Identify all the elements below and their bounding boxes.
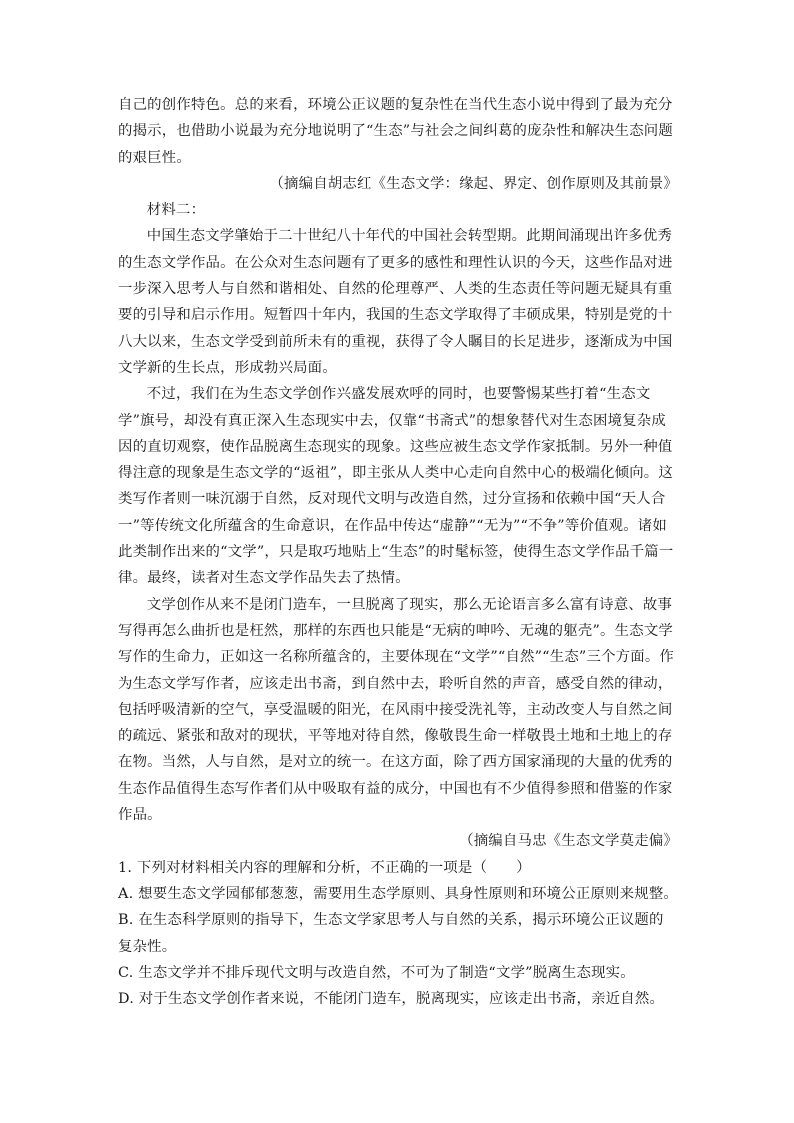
source-citation-2: （摘编自马忠《生态文学莫走偏》 bbox=[459, 833, 678, 850]
option-b[interactable]: B. 在生态科学原则的指导下，生态文学家思考人与自然的关系，揭示环境公正议题的复杂性。 bbox=[118, 912, 664, 955]
material-2-heading: 材料二： bbox=[146, 202, 206, 219]
option-d[interactable]: D. 对于生态文学创作者来说，不能闭门造车，脱离现实，应该走出书斋，亲近自然。 bbox=[118, 991, 665, 1008]
question-stem: 1. 下列对材料相关内容的理解和分析，不正确的一项是（ ） bbox=[118, 859, 531, 876]
paragraph-3: 文学创作从来不是闭门造车，一旦脱离了现实，那么无论语言多么富有诗意、故事写得再怎么曲折也是枉然，那样的东西也只能是“无病的呻吟、无魂的躯壳”。生态文学写作的生命力，正如这一名称所蕴含的，主要体现在“文学”“自然”“生态”三个方面。作为生态文学写作者，应该走出书斋，到自然中去，聆听自然的声音，感受自然的律动，包括呼吸清新的空气，享受温暖的阳光，在风雨中接受洗礼等，主动改变人与自然之间的疏远、紧张和敌对的现状，平等地对待自然，像敬畏生命一样敬畏土地和土地上的存在物。当然，人与自然，是对立的统一。在这方面，除了西方国家涌现的大量的优秀的生态作品值得生态写作者们从中吸取有益的成分，中国也有不少值得参照和借鉴的作家作品。 bbox=[118, 596, 675, 824]
source-citation-1: （摘编自胡志红《生态文学：缘起、界定、创作原则及其前景》 bbox=[269, 175, 678, 192]
paragraph-1: 中国生态文学肇始于二十世纪八十年代的中国社会转型期。此期间涌现出许多优秀的生态文学作品。在公众对生态问题有了更多的感性和理性认识的今天，这些作品对进一步深入思考人与自然和谐相处、自然的伦理尊严、人类的生态责任等问题无疑具有重要的引导和启示作用。短暂四十年内，我国的生态文学取得了丰硕成果，特别是党的十八大以来，生态文学受到前所未有的重视，获得了令人瞩目的长足进步，逐渐成为中国文学新的生长点，形成勃兴局面。 bbox=[118, 228, 673, 376]
paragraph-intro-end: 自己的创作特色。总的来看，环境公正议题的复杂性在当代生态小说中得到了最为充分的揭示，也借助小说最为充分地说明了“生态”与社会之间纠葛的庞杂性和解决生态问题的艰巨性。 bbox=[118, 97, 673, 166]
document-body bbox=[118, 92, 678, 1012]
paragraph-2: 不过，我们在为生态文学创作兴盛发展欢呼的同时，也要警惕某些打着“生态文学”旗号，却没有真正深入生态现实中去，仅靠“书斋式”的想象替代对生态困境复杂成因的直切观察，使作品脱离生态现实的现象。这些应被生态文学作家抵制。另外一种值得注意的现象是生态文学的“返祖”，即主张从人类中心走向自然中心的极端化倾向。这类写作者则一味沉溺于自然，反对现代文明与改造自然，过分宣扬和依赖中国“天人合一”等传统文化所蕴含的生命意识，在作品中传达“虚静”“无为”“不争”等价值观。诸如此类制作出来的“文学”，只是取巧地贴上“生态”的时髦标签，使得生态文学作品千篇一律。最终，读者对生态文学作品失去了热情。 bbox=[118, 386, 674, 587]
option-c[interactable]: C. 生态文学并不排斥现代文明与改造自然，不可为了制造“文学”脱离生态现实。 bbox=[118, 964, 635, 981]
option-a[interactable]: A. 想要生态文学园郁郁葱葱，需要用生态学原则、具身性原则和环境公正原则来规整。 bbox=[118, 885, 678, 902]
